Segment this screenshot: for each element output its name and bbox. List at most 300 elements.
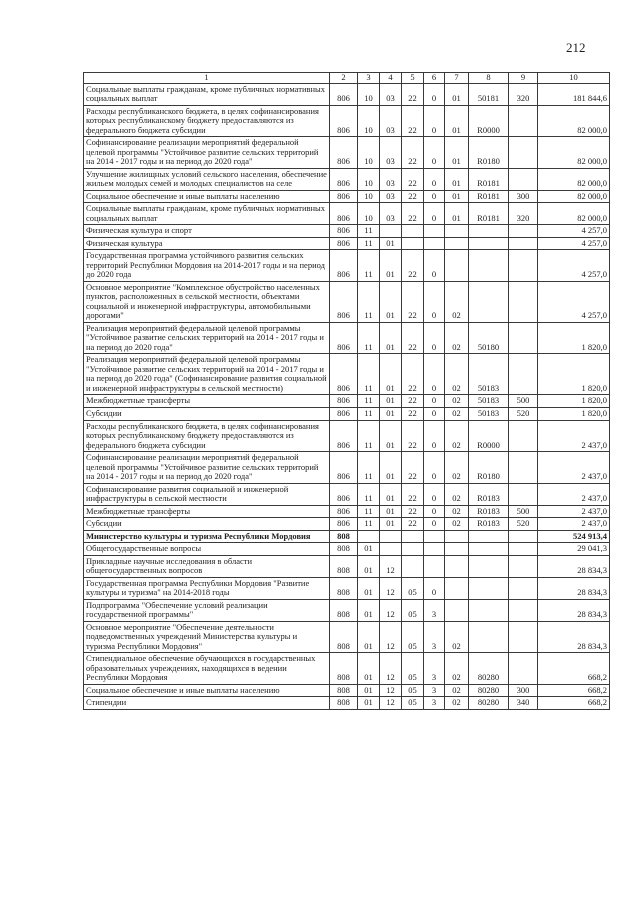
amount-cell: 2 437,0 (538, 452, 610, 484)
subprogram-cell: 0 (424, 281, 445, 322)
column-header: 7 (445, 73, 469, 84)
expense-type-cell (509, 543, 538, 556)
direction-cell: 50183 (469, 354, 509, 395)
table-row (84, 420, 610, 452)
table-row (84, 105, 610, 137)
direction-cell: 80280 (469, 697, 509, 710)
activity-cell: 01 (445, 168, 469, 190)
amount-cell: 82 000,0 (538, 105, 610, 137)
table-row (84, 530, 610, 543)
expense-type-cell: 500 (509, 395, 538, 408)
program-cell: 05 (402, 577, 424, 599)
subprogram-cell (424, 237, 445, 250)
expense-type-cell (509, 452, 538, 484)
table-row (84, 483, 610, 505)
admin-code-cell: 806 (330, 137, 358, 169)
direction-cell (469, 577, 509, 599)
subprogram-cell: 0 (424, 577, 445, 599)
section-cell: 10 (358, 168, 380, 190)
table-row (84, 407, 610, 420)
subsection-cell: 12 (380, 684, 402, 697)
table-row (84, 250, 610, 282)
direction-cell (469, 599, 509, 621)
program-cell: 22 (402, 518, 424, 531)
activity-cell: 02 (445, 653, 469, 685)
admin-code-cell: 806 (330, 190, 358, 203)
subprogram-cell (424, 543, 445, 556)
expense-type-cell (509, 354, 538, 395)
section-cell (358, 530, 380, 543)
direction-cell (469, 543, 509, 556)
admin-code-cell: 806 (330, 203, 358, 225)
amount-cell: 28 834,3 (538, 599, 610, 621)
table-row (84, 237, 610, 250)
activity-cell: 02 (445, 518, 469, 531)
program-cell: 22 (402, 407, 424, 420)
amount-cell: 82 000,0 (538, 203, 610, 225)
subprogram-cell: 0 (424, 250, 445, 282)
amount-cell: 2 437,0 (538, 505, 610, 518)
amount-cell: 1 820,0 (538, 354, 610, 395)
table-row (84, 190, 610, 203)
expense-type-cell (509, 322, 538, 354)
item-name-cell: Министерство культуры и туризма Республики Мордовия (84, 530, 330, 543)
direction-cell: R0181 (469, 203, 509, 225)
expense-type-cell (509, 653, 538, 685)
direction-cell: R0180 (469, 137, 509, 169)
subsection-cell: 01 (380, 505, 402, 518)
amount-cell: 1 820,0 (538, 322, 610, 354)
subprogram-cell: 3 (424, 697, 445, 710)
amount-cell: 668,2 (538, 697, 610, 710)
section-cell: 01 (358, 543, 380, 556)
direction-cell: R0000 (469, 105, 509, 137)
amount-cell: 28 834,3 (538, 555, 610, 577)
subprogram-cell (424, 225, 445, 238)
subsection-cell: 01 (380, 395, 402, 408)
expense-type-cell: 500 (509, 505, 538, 518)
activity-cell (445, 555, 469, 577)
subprogram-cell: 0 (424, 203, 445, 225)
amount-cell: 668,2 (538, 653, 610, 685)
subsection-cell: 01 (380, 237, 402, 250)
subprogram-cell: 3 (424, 621, 445, 653)
subprogram-cell: 0 (424, 395, 445, 408)
admin-code-cell: 806 (330, 420, 358, 452)
subsection-cell (380, 530, 402, 543)
direction-cell (469, 237, 509, 250)
amount-cell: 4 257,0 (538, 281, 610, 322)
direction-cell: 80280 (469, 653, 509, 685)
section-cell: 11 (358, 505, 380, 518)
expense-type-cell (509, 555, 538, 577)
item-name-cell: Основное мероприятие "Обеспечение деятельности подведомственных учреждений Министерства культуры и туризма Республики Мордовия" (84, 621, 330, 653)
item-name-cell: Софинансирование развития социальной и инженерной инфраструктуры в сельской местности (84, 483, 330, 505)
expense-type-cell (509, 237, 538, 250)
subprogram-cell: 0 (424, 452, 445, 484)
item-name-cell: Социальное обеспечение и иные выплаты населению (84, 684, 330, 697)
activity-cell: 02 (445, 452, 469, 484)
direction-cell (469, 621, 509, 653)
activity-cell: 01 (445, 203, 469, 225)
section-cell: 01 (358, 653, 380, 685)
item-name-cell: Стипендии (84, 697, 330, 710)
admin-code-cell: 808 (330, 555, 358, 577)
subprogram-cell: 0 (424, 407, 445, 420)
item-name-cell: Межбюджетные трансферты (84, 505, 330, 518)
item-name-cell: Субсидии (84, 518, 330, 531)
subsection-cell: 01 (380, 281, 402, 322)
program-cell: 05 (402, 684, 424, 697)
program-cell: 22 (402, 168, 424, 190)
item-name-cell: Межбюджетные трансферты (84, 395, 330, 408)
section-cell: 11 (358, 395, 380, 408)
table-row (84, 322, 610, 354)
direction-cell: R0183 (469, 483, 509, 505)
admin-code-cell: 806 (330, 83, 358, 105)
direction-cell: 50180 (469, 322, 509, 354)
column-header: 9 (509, 73, 538, 84)
direction-cell: R0181 (469, 168, 509, 190)
program-cell: 05 (402, 697, 424, 710)
program-cell (402, 530, 424, 543)
table-row (84, 83, 610, 105)
subprogram-cell: 0 (424, 420, 445, 452)
table-row (84, 281, 610, 322)
admin-code-cell: 808 (330, 599, 358, 621)
activity-cell: 02 (445, 395, 469, 408)
table-row (84, 621, 610, 653)
activity-cell (445, 250, 469, 282)
section-cell: 11 (358, 250, 380, 282)
section-cell: 10 (358, 105, 380, 137)
amount-cell: 2 437,0 (538, 420, 610, 452)
item-name-cell: Софинансирование реализации мероприятий федеральной целевой программы "Устойчивое развитие сельских территорий на 2014 - 2017 годы и на период до 2020 года" (84, 137, 330, 169)
admin-code-cell: 808 (330, 577, 358, 599)
activity-cell: 01 (445, 105, 469, 137)
subsection-cell: 01 (380, 354, 402, 395)
direction-cell: R0183 (469, 518, 509, 531)
section-cell: 01 (358, 684, 380, 697)
program-cell: 22 (402, 505, 424, 518)
subsection-cell: 01 (380, 420, 402, 452)
program-cell: 22 (402, 190, 424, 203)
program-cell: 05 (402, 621, 424, 653)
activity-cell (445, 530, 469, 543)
subsection-cell (380, 225, 402, 238)
subprogram-cell: 3 (424, 684, 445, 697)
subsection-cell: 01 (380, 407, 402, 420)
item-name-cell: Социальные выплаты гражданам, кроме публичных нормативных социальных выплат (84, 203, 330, 225)
table-row (84, 653, 610, 685)
program-cell: 22 (402, 395, 424, 408)
amount-cell: 28 834,3 (538, 577, 610, 599)
admin-code-cell: 806 (330, 225, 358, 238)
table-row (84, 168, 610, 190)
table-row (84, 395, 610, 408)
program-cell: 22 (402, 137, 424, 169)
activity-cell: 02 (445, 322, 469, 354)
subsection-cell: 12 (380, 599, 402, 621)
item-name-cell: Расходы республиканского бюджета, в целях софинансирования которых республиканскому бюджету предоставляются из федерального бюджета субсидии (84, 105, 330, 137)
admin-code-cell: 806 (330, 322, 358, 354)
admin-code-cell: 806 (330, 281, 358, 322)
subsection-cell: 12 (380, 697, 402, 710)
program-cell: 22 (402, 322, 424, 354)
program-cell (402, 543, 424, 556)
program-cell: 22 (402, 250, 424, 282)
admin-code-cell: 808 (330, 653, 358, 685)
activity-cell: 02 (445, 483, 469, 505)
subprogram-cell: 0 (424, 483, 445, 505)
activity-cell: 02 (445, 420, 469, 452)
activity-cell: 01 (445, 190, 469, 203)
admin-code-cell: 806 (330, 452, 358, 484)
program-cell: 22 (402, 105, 424, 137)
table-header-row (84, 73, 610, 84)
activity-cell: 02 (445, 505, 469, 518)
expense-type-cell: 520 (509, 518, 538, 531)
section-cell: 01 (358, 697, 380, 710)
amount-cell: 668,2 (538, 684, 610, 697)
admin-code-cell: 806 (330, 105, 358, 137)
page-number: 212 (566, 40, 586, 55)
item-name-cell: Физическая культура (84, 237, 330, 250)
admin-code-cell: 806 (330, 354, 358, 395)
subsection-cell: 01 (380, 518, 402, 531)
section-cell: 10 (358, 203, 380, 225)
expense-type-cell (509, 530, 538, 543)
program-cell: 22 (402, 483, 424, 505)
activity-cell: 02 (445, 354, 469, 395)
expense-type-cell: 300 (509, 684, 538, 697)
admin-code-cell: 806 (330, 483, 358, 505)
program-cell: 22 (402, 203, 424, 225)
table-row (84, 555, 610, 577)
table-row (84, 684, 610, 697)
direction-cell (469, 225, 509, 238)
admin-code-cell: 806 (330, 168, 358, 190)
subsection-cell: 01 (380, 452, 402, 484)
item-name-cell: Социальные выплаты гражданам, кроме публичных нормативных социальных выплат (84, 83, 330, 105)
table-row (84, 518, 610, 531)
subprogram-cell: 0 (424, 322, 445, 354)
program-cell: 22 (402, 83, 424, 105)
item-name-cell: Подпрограмма "Обеспечение условий реализации государственной программы" (84, 599, 330, 621)
direction-cell (469, 281, 509, 322)
expense-type-cell (509, 483, 538, 505)
table-row (84, 697, 610, 710)
direction-cell (469, 555, 509, 577)
table-row (84, 599, 610, 621)
activity-cell (445, 577, 469, 599)
admin-code-cell: 806 (330, 237, 358, 250)
amount-cell: 1 820,0 (538, 395, 610, 408)
program-cell: 05 (402, 599, 424, 621)
activity-cell (445, 599, 469, 621)
admin-code-cell: 806 (330, 518, 358, 531)
direction-cell: 80280 (469, 684, 509, 697)
program-cell: 22 (402, 354, 424, 395)
subprogram-cell: 0 (424, 137, 445, 169)
table-row (84, 577, 610, 599)
item-name-cell: Основное мероприятие "Комплексное обустройство населенных пунктов, расположенных в сельской местности, объектами социальной и инженерной инфраструктуры, автомобильными дорогами" (84, 281, 330, 322)
item-name-cell: Социальное обеспечение и иные выплаты населению (84, 190, 330, 203)
section-cell: 11 (358, 407, 380, 420)
section-cell: 11 (358, 225, 380, 238)
activity-cell (445, 543, 469, 556)
direction-cell: 50183 (469, 395, 509, 408)
column-header: 3 (358, 73, 380, 84)
program-cell (402, 555, 424, 577)
item-name-cell: Софинансирование реализации мероприятий федеральной целевой программы "Устойчивое развитие сельских территорий на 2014 - 2017 годы и на период до 2020 года" (84, 452, 330, 484)
subsection-cell: 03 (380, 105, 402, 137)
item-name-cell: Реализация мероприятий федеральной целевой программы "Устойчивое развитие сельских территорий на 2014 - 2017 годы и на период до 2020 года" (84, 322, 330, 354)
activity-cell: 02 (445, 407, 469, 420)
table-row (84, 354, 610, 395)
amount-cell: 181 844,6 (538, 83, 610, 105)
item-name-cell: Стипендиальное обеспечение обучающихся в государственных образовательных учреждениях, находящихся в ведении Республики Мордовия (84, 653, 330, 685)
direction-cell: R0183 (469, 505, 509, 518)
subsection-cell: 03 (380, 203, 402, 225)
column-header: 5 (402, 73, 424, 84)
subsection-cell: 03 (380, 168, 402, 190)
item-name-cell: Прикладные научные исследования в области общегосударственных вопросов (84, 555, 330, 577)
expense-type-cell (509, 621, 538, 653)
expense-type-cell: 520 (509, 407, 538, 420)
item-name-cell: Субсидии (84, 407, 330, 420)
amount-cell: 29 041,3 (538, 543, 610, 556)
expense-type-cell (509, 250, 538, 282)
expense-type-cell (509, 168, 538, 190)
subprogram-cell: 3 (424, 599, 445, 621)
amount-cell: 82 000,0 (538, 190, 610, 203)
subsection-cell: 12 (380, 621, 402, 653)
amount-cell: 2 437,0 (538, 483, 610, 505)
subsection-cell: 01 (380, 322, 402, 354)
subprogram-cell: 0 (424, 83, 445, 105)
budget-table (83, 72, 610, 710)
subsection-cell: 12 (380, 577, 402, 599)
activity-cell: 02 (445, 281, 469, 322)
item-name-cell: Расходы республиканского бюджета, в целях софинансирования которых республиканскому бюджету предоставляются из федерального бюджета субсидии (84, 420, 330, 452)
table-row (84, 203, 610, 225)
subsection-cell: 03 (380, 190, 402, 203)
amount-cell: 4 257,0 (538, 237, 610, 250)
table-row (84, 452, 610, 484)
admin-code-cell: 808 (330, 684, 358, 697)
admin-code-cell: 808 (330, 697, 358, 710)
program-cell: 22 (402, 420, 424, 452)
subprogram-cell: 0 (424, 354, 445, 395)
activity-cell: 02 (445, 697, 469, 710)
admin-code-cell: 806 (330, 505, 358, 518)
section-cell: 10 (358, 83, 380, 105)
expense-type-cell: 300 (509, 190, 538, 203)
activity-cell: 02 (445, 621, 469, 653)
expense-type-cell (509, 599, 538, 621)
subsection-cell: 12 (380, 555, 402, 577)
direction-cell: R0181 (469, 190, 509, 203)
direction-cell (469, 530, 509, 543)
amount-cell: 82 000,0 (538, 168, 610, 190)
direction-cell: 50181 (469, 83, 509, 105)
item-name-cell: Общегосударственные вопросы (84, 543, 330, 556)
program-cell: 22 (402, 452, 424, 484)
subprogram-cell: 0 (424, 105, 445, 137)
subprogram-cell (424, 555, 445, 577)
activity-cell: 01 (445, 137, 469, 169)
activity-cell (445, 225, 469, 238)
table-row (84, 505, 610, 518)
section-cell: 10 (358, 190, 380, 203)
direction-cell: 50183 (469, 407, 509, 420)
program-cell (402, 225, 424, 238)
program-cell: 05 (402, 653, 424, 685)
program-cell (402, 237, 424, 250)
section-cell: 01 (358, 599, 380, 621)
direction-cell: R0180 (469, 452, 509, 484)
subsection-cell (380, 543, 402, 556)
column-header: 8 (469, 73, 509, 84)
column-header: 1 (84, 73, 330, 84)
item-name-cell: Государственная программа устойчивого развития сельских территорий Республики Мордовия на 2014-2017 годы и на период до 2020 года (84, 250, 330, 282)
section-cell: 11 (358, 322, 380, 354)
amount-cell: 4 257,0 (538, 250, 610, 282)
section-cell: 11 (358, 452, 380, 484)
subsection-cell: 03 (380, 83, 402, 105)
section-cell: 11 (358, 483, 380, 505)
expense-type-cell (509, 137, 538, 169)
expense-type-cell (509, 225, 538, 238)
amount-cell: 524 913,4 (538, 530, 610, 543)
amount-cell: 82 000,0 (538, 137, 610, 169)
admin-code-cell: 808 (330, 621, 358, 653)
amount-cell: 2 437,0 (538, 518, 610, 531)
subprogram-cell: 0 (424, 190, 445, 203)
expense-type-cell: 340 (509, 697, 538, 710)
column-header: 4 (380, 73, 402, 84)
table-row (84, 225, 610, 238)
expense-type-cell (509, 281, 538, 322)
section-cell: 11 (358, 518, 380, 531)
amount-cell: 4 257,0 (538, 225, 610, 238)
expense-type-cell: 320 (509, 83, 538, 105)
amount-cell: 28 834,3 (538, 621, 610, 653)
section-cell: 10 (358, 137, 380, 169)
item-name-cell: Реализация мероприятий федеральной целевой программы "Устойчивое развитие сельских территорий на 2014 - 2017 годы и на период до 2020 года" (Софинансирование развития социальной и инженерной инфраструктуры в сельской местности) (84, 354, 330, 395)
item-name-cell: Физическая культура и спорт (84, 225, 330, 238)
section-cell: 01 (358, 555, 380, 577)
admin-code-cell: 806 (330, 395, 358, 408)
subprogram-cell (424, 530, 445, 543)
subsection-cell: 12 (380, 653, 402, 685)
subsection-cell: 01 (380, 250, 402, 282)
subsection-cell: 03 (380, 137, 402, 169)
admin-code-cell: 808 (330, 530, 358, 543)
section-cell: 11 (358, 237, 380, 250)
section-cell: 11 (358, 354, 380, 395)
column-header: 2 (330, 73, 358, 84)
table-row (84, 137, 610, 169)
subprogram-cell: 0 (424, 505, 445, 518)
activity-cell (445, 237, 469, 250)
activity-cell: 02 (445, 684, 469, 697)
activity-cell: 01 (445, 83, 469, 105)
item-name-cell: Улучшение жилищных условий сельского населения, обеспечение жильем молодых семей и молодых специалистов на селе (84, 168, 330, 190)
section-cell: 11 (358, 281, 380, 322)
column-header: 6 (424, 73, 445, 84)
